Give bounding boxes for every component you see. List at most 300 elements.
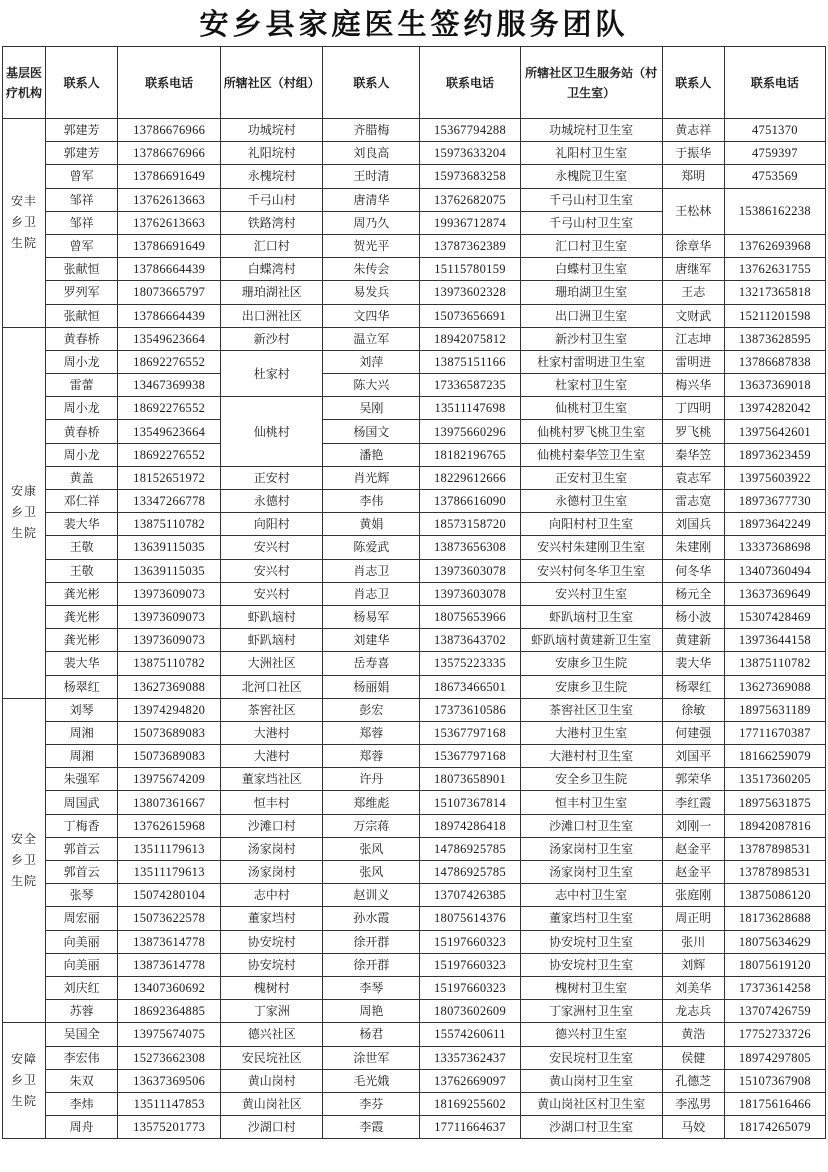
community-phone-cell: 15973633204 xyxy=(420,142,520,165)
community-contact-cell: 陈大兴 xyxy=(323,374,420,397)
community-phone-cell: 18942075812 xyxy=(420,327,520,350)
contact-phone-cell: 13807361667 xyxy=(118,791,221,814)
community-phone-cell: 15574260611 xyxy=(420,1023,520,1046)
community-cell: 北河口社区 xyxy=(221,675,323,698)
header-contact-1: 联系人 xyxy=(46,47,118,119)
community-contact-cell: 李伟 xyxy=(323,490,420,513)
contact-name-cell: 周舟 xyxy=(46,1116,118,1139)
clinic-contact-cell: 江志坤 xyxy=(662,327,724,350)
community-cell: 杜家村 xyxy=(221,350,323,396)
header-contact-3: 联系人 xyxy=(662,47,724,119)
clinic-cell: 永德村卫生室 xyxy=(520,490,662,513)
community-contact-cell: 周乃久 xyxy=(323,211,420,234)
contact-name-cell: 苏蓉 xyxy=(46,1000,118,1023)
contact-phone-cell: 13762613663 xyxy=(118,211,221,234)
contact-phone-cell: 13786676966 xyxy=(118,119,221,142)
contact-name-cell: 刘琴 xyxy=(46,698,118,721)
clinic-cell: 白蝶村卫生室 xyxy=(520,258,662,281)
contact-phone-cell: 18692276552 xyxy=(118,443,221,466)
table-row xyxy=(3,930,826,953)
community-cell: 沙滩口村 xyxy=(221,814,323,837)
contact-name-cell: 裴大华 xyxy=(46,513,118,536)
clinic-phone-cell: 18175616466 xyxy=(724,1092,825,1115)
community-cell: 黄山岗社区 xyxy=(221,1092,323,1115)
community-phone-cell: 13575223335 xyxy=(420,652,520,675)
clinic-cell: 杜家村雷明进卫生室 xyxy=(520,350,662,373)
community-cell: 丁家洲 xyxy=(221,1000,323,1023)
clinic-phone-cell: 18973623459 xyxy=(724,443,825,466)
clinic-cell: 功城垸村卫生室 xyxy=(520,119,662,142)
clinic-contact-cell: 郑明 xyxy=(662,165,724,188)
clinic-cell: 虾趴垴村卫生室 xyxy=(520,605,662,628)
clinic-cell: 新沙村卫生室 xyxy=(520,327,662,350)
clinic-contact-cell: 雷明进 xyxy=(662,350,724,373)
clinic-cell: 协安垸村卫生室 xyxy=(520,930,662,953)
table-row xyxy=(3,1046,826,1069)
community-cell: 大洲社区 xyxy=(221,652,323,675)
contact-phone-cell: 13786691649 xyxy=(118,234,221,257)
contact-name-cell: 王敬 xyxy=(46,536,118,559)
table-row xyxy=(3,397,826,420)
contact-name-cell: 裴大华 xyxy=(46,652,118,675)
clinic-cell: 董家垱村卫生室 xyxy=(520,907,662,930)
community-cell: 铁路湾村 xyxy=(221,211,323,234)
contact-phone-cell: 18073665797 xyxy=(118,281,221,304)
clinic-cell: 黄山岗村卫生室 xyxy=(520,1069,662,1092)
clinic-phone-cell: 18075619120 xyxy=(724,953,825,976)
clinic-phone-cell: 13787898531 xyxy=(724,837,825,860)
clinic-cell: 汇口村卫生室 xyxy=(520,234,662,257)
clinic-phone-cell: 13973644158 xyxy=(724,629,825,652)
community-cell: 仙桃村 xyxy=(221,397,323,467)
community-contact-cell: 贺光平 xyxy=(323,234,420,257)
community-contact-cell: 黄娟 xyxy=(323,513,420,536)
table-row xyxy=(3,466,826,489)
community-phone-cell: 13973603078 xyxy=(420,582,520,605)
clinic-contact-cell: 雷志宽 xyxy=(662,490,724,513)
community-phone-cell: 18073658901 xyxy=(420,768,520,791)
community-cell: 正安村 xyxy=(221,466,323,489)
contact-name-cell: 朱双 xyxy=(46,1069,118,1092)
clinic-contact-cell: 杨翠红 xyxy=(662,675,724,698)
community-phone-cell: 17711664637 xyxy=(420,1116,520,1139)
table-row xyxy=(3,559,826,582)
contact-name-cell: 邹祥 xyxy=(46,211,118,234)
community-phone-cell: 15115780159 xyxy=(420,258,520,281)
clinic-contact-cell: 刘美华 xyxy=(662,976,724,999)
table-row xyxy=(3,350,826,373)
community-phone-cell: 13707426385 xyxy=(420,884,520,907)
clinic-phone-cell: 18974297805 xyxy=(724,1046,825,1069)
community-cell: 安兴村 xyxy=(221,582,323,605)
clinic-contact-cell: 何建强 xyxy=(662,721,724,744)
clinic-contact-cell: 黄建新 xyxy=(662,629,724,652)
contact-name-cell: 张献恒 xyxy=(46,258,118,281)
clinic-cell: 安兴村朱建刚卫生室 xyxy=(520,536,662,559)
table-row xyxy=(3,420,826,443)
header-clinic: 所辖社区卫生服务站（村卫生室） xyxy=(520,47,662,119)
clinic-phone-cell: 13637369649 xyxy=(724,582,825,605)
header-institution: 基层医疗机构 xyxy=(3,47,46,119)
contact-phone-cell: 13875110782 xyxy=(118,513,221,536)
community-contact-cell: 张风 xyxy=(323,837,420,860)
table-row xyxy=(3,791,826,814)
community-contact-cell: 杨丽娟 xyxy=(323,675,420,698)
community-cell: 功城垸村 xyxy=(221,119,323,142)
clinic-phone-cell: 13875110782 xyxy=(724,652,825,675)
community-phone-cell: 13973603078 xyxy=(420,559,520,582)
contact-phone-cell: 15073689083 xyxy=(118,721,221,744)
table-row xyxy=(3,675,826,698)
contact-phone-cell: 13875110782 xyxy=(118,652,221,675)
contact-phone-cell: 18692276552 xyxy=(118,350,221,373)
clinic-contact-cell: 马姣 xyxy=(662,1116,724,1139)
clinic-phone-cell: 13217365818 xyxy=(724,281,825,304)
clinic-cell: 安民垸村卫生室 xyxy=(520,1046,662,1069)
community-phone-cell: 18673466501 xyxy=(420,675,520,698)
community-phone-cell: 14786925785 xyxy=(420,837,520,860)
community-phone-cell: 13357362437 xyxy=(420,1046,520,1069)
contact-phone-cell: 15074280104 xyxy=(118,884,221,907)
contact-phone-cell: 13639115035 xyxy=(118,536,221,559)
contact-phone-cell: 13511179613 xyxy=(118,837,221,860)
community-phone-cell: 13511147698 xyxy=(420,397,520,420)
contact-name-cell: 龚光彬 xyxy=(46,605,118,628)
community-contact-cell: 李琴 xyxy=(323,976,420,999)
community-phone-cell: 18229612666 xyxy=(420,466,520,489)
clinic-contact-cell: 张川 xyxy=(662,930,724,953)
contact-name-cell: 龚光彬 xyxy=(46,582,118,605)
contact-name-cell: 雷蕾 xyxy=(46,374,118,397)
community-contact-cell: 彭宏 xyxy=(323,698,420,721)
table-row xyxy=(3,976,826,999)
clinic-phone-cell: 18942087816 xyxy=(724,814,825,837)
community-cell: 新沙村 xyxy=(221,327,323,350)
contact-name-cell: 向美丽 xyxy=(46,953,118,976)
community-contact-cell: 岳寿喜 xyxy=(323,652,420,675)
community-contact-cell: 杨君 xyxy=(323,1023,420,1046)
community-cell: 茶窖社区 xyxy=(221,698,323,721)
contact-name-cell: 张献恒 xyxy=(46,304,118,327)
clinic-contact-cell: 刘刚一 xyxy=(662,814,724,837)
contact-phone-cell: 13637369506 xyxy=(118,1069,221,1092)
community-contact-cell: 郑维彪 xyxy=(323,791,420,814)
contact-phone-cell: 13786676966 xyxy=(118,142,221,165)
contact-name-cell: 李炜 xyxy=(46,1092,118,1115)
community-cell: 汇口村 xyxy=(221,234,323,257)
clinic-cell: 出口洲卫生室 xyxy=(520,304,662,327)
institution-cell: 安全乡卫生院 xyxy=(3,698,46,1023)
community-phone-cell: 15367794288 xyxy=(420,119,520,142)
clinic-phone-cell: 13517360205 xyxy=(724,768,825,791)
community-phone-cell: 13786616090 xyxy=(420,490,520,513)
table-row xyxy=(3,165,826,188)
clinic-contact-cell: 杨元全 xyxy=(662,582,724,605)
table-row xyxy=(3,652,826,675)
clinic-phone-cell: 17752733726 xyxy=(724,1023,825,1046)
clinic-cell: 沙滩口村卫生室 xyxy=(520,814,662,837)
clinic-cell: 杜家村卫生室 xyxy=(520,374,662,397)
table-row xyxy=(3,907,826,930)
community-cell: 白蝶湾村 xyxy=(221,258,323,281)
clinic-cell: 仙桃村罗飞桃卫生室 xyxy=(520,420,662,443)
clinic-contact-cell: 李泓男 xyxy=(662,1092,724,1115)
community-cell: 向阳村 xyxy=(221,513,323,536)
contact-phone-cell: 13786691649 xyxy=(118,165,221,188)
contact-phone-cell: 13347266778 xyxy=(118,490,221,513)
community-cell: 安民垸社区 xyxy=(221,1046,323,1069)
community-phone-cell: 15973683258 xyxy=(420,165,520,188)
table-row xyxy=(3,443,826,466)
community-phone-cell: 13762682075 xyxy=(420,188,520,211)
community-contact-cell: 唐清华 xyxy=(323,188,420,211)
clinic-phone-cell: 4753569 xyxy=(724,165,825,188)
community-contact-cell: 郑蓉 xyxy=(323,721,420,744)
clinic-contact-cell: 王志 xyxy=(662,281,724,304)
community-contact-cell: 刘萍 xyxy=(323,350,420,373)
clinic-contact-cell: 秦华笠 xyxy=(662,443,724,466)
community-contact-cell: 潘艳 xyxy=(323,443,420,466)
clinic-cell: 茶窖社区卫生室 xyxy=(520,698,662,721)
contact-name-cell: 周小龙 xyxy=(46,443,118,466)
community-phone-cell: 15073656691 xyxy=(420,304,520,327)
clinic-phone-cell: 13762631755 xyxy=(724,258,825,281)
community-phone-cell: 18075614376 xyxy=(420,907,520,930)
table-row xyxy=(3,513,826,536)
community-contact-cell: 吴刚 xyxy=(323,397,420,420)
community-phone-cell: 14786925785 xyxy=(420,861,520,884)
clinic-contact-cell: 黄浩 xyxy=(662,1023,724,1046)
contact-name-cell: 邓仁祥 xyxy=(46,490,118,513)
contact-name-cell: 黄盖 xyxy=(46,466,118,489)
clinic-cell: 安兴村何冬华卫生室 xyxy=(520,559,662,582)
clinic-phone-cell: 13975642601 xyxy=(724,420,825,443)
contact-name-cell: 郭首云 xyxy=(46,837,118,860)
contact-phone-cell: 13575201773 xyxy=(118,1116,221,1139)
institution-cell: 安障乡卫生院 xyxy=(3,1023,46,1139)
community-phone-cell: 15367797168 xyxy=(420,745,520,768)
clinic-phone-cell: 13786687838 xyxy=(724,350,825,373)
header-contact-2: 联系人 xyxy=(323,47,420,119)
clinic-phone-cell: 13337368698 xyxy=(724,536,825,559)
contact-name-cell: 周小龙 xyxy=(46,350,118,373)
clinic-phone-cell: 18166259079 xyxy=(724,745,825,768)
contact-phone-cell: 18692276552 xyxy=(118,397,221,420)
table-row xyxy=(3,721,826,744)
clinic-contact-cell: 孔德芝 xyxy=(662,1069,724,1092)
clinic-cell: 仙桃村卫生室 xyxy=(520,397,662,420)
community-cell: 汤家岗村 xyxy=(221,861,323,884)
contact-phone-cell: 18152651972 xyxy=(118,466,221,489)
community-contact-cell: 许丹 xyxy=(323,768,420,791)
clinic-phone-cell: 13637369018 xyxy=(724,374,825,397)
table-row xyxy=(3,837,826,860)
table-header-row xyxy=(3,47,826,119)
contact-phone-cell: 18692364885 xyxy=(118,1000,221,1023)
community-phone-cell: 15367797168 xyxy=(420,721,520,744)
community-contact-cell: 刘良高 xyxy=(323,142,420,165)
contact-name-cell: 周宏丽 xyxy=(46,907,118,930)
clinic-cell: 千弓山村卫生室 xyxy=(520,188,662,211)
clinic-cell: 协安垸村卫生室 xyxy=(520,953,662,976)
clinic-cell: 黄山岗社区村卫生室 xyxy=(520,1092,662,1115)
clinic-phone-cell: 18973642249 xyxy=(724,513,825,536)
table-row xyxy=(3,1000,826,1023)
clinic-contact-cell: 何冬华 xyxy=(662,559,724,582)
community-contact-cell: 万宗蒋 xyxy=(323,814,420,837)
community-phone-cell: 15197660323 xyxy=(420,930,520,953)
clinic-cell: 安全乡卫生院 xyxy=(520,768,662,791)
community-contact-cell: 郑蓉 xyxy=(323,745,420,768)
clinic-contact-cell: 张庭刚 xyxy=(662,884,724,907)
clinic-cell: 永槐院卫生室 xyxy=(520,165,662,188)
community-phone-cell: 13787362389 xyxy=(420,234,520,257)
community-cell: 珊珀湖社区 xyxy=(221,281,323,304)
table-row xyxy=(3,281,826,304)
table-row xyxy=(3,119,826,142)
clinic-phone-cell: 13707426759 xyxy=(724,1000,825,1023)
contact-phone-cell: 13407360692 xyxy=(118,976,221,999)
contact-name-cell: 丁梅香 xyxy=(46,814,118,837)
community-phone-cell: 15107367814 xyxy=(420,791,520,814)
contact-name-cell: 曾军 xyxy=(46,234,118,257)
clinic-contact-cell: 朱建刚 xyxy=(662,536,724,559)
community-cell: 永德村 xyxy=(221,490,323,513)
community-phone-cell: 18182196765 xyxy=(420,443,520,466)
clinic-phone-cell: 13974282042 xyxy=(724,397,825,420)
contact-phone-cell: 13639115035 xyxy=(118,559,221,582)
clinic-contact-cell: 袁志军 xyxy=(662,466,724,489)
community-cell: 董家垱村 xyxy=(221,907,323,930)
community-contact-cell: 肖光辉 xyxy=(323,466,420,489)
table-row xyxy=(3,861,826,884)
community-phone-cell: 15197660323 xyxy=(420,976,520,999)
clinic-contact-cell: 李红霞 xyxy=(662,791,724,814)
contact-name-cell: 周湘 xyxy=(46,745,118,768)
clinic-phone-cell: 17373614258 xyxy=(724,976,825,999)
contact-name-cell: 黄春桥 xyxy=(46,420,118,443)
table-row xyxy=(3,698,826,721)
table-row xyxy=(3,605,826,628)
clinic-contact-cell: 徐敏 xyxy=(662,698,724,721)
table-row xyxy=(3,953,826,976)
community-phone-cell: 18073602609 xyxy=(420,1000,520,1023)
clinic-cell: 丁家洲村卫生室 xyxy=(520,1000,662,1023)
clinic-contact-cell: 梅兴华 xyxy=(662,374,724,397)
contact-name-cell: 王敬 xyxy=(46,559,118,582)
clinic-cell: 安康乡卫生院 xyxy=(520,675,662,698)
community-cell: 志中村 xyxy=(221,884,323,907)
clinic-cell: 向阳村村卫生室 xyxy=(520,513,662,536)
clinic-contact-cell: 于振华 xyxy=(662,142,724,165)
clinic-phone-cell: 18975631875 xyxy=(724,791,825,814)
contact-name-cell: 朱强军 xyxy=(46,768,118,791)
contact-phone-cell: 13549623664 xyxy=(118,420,221,443)
table-row xyxy=(3,490,826,513)
community-phone-cell: 18573158720 xyxy=(420,513,520,536)
clinic-contact-cell: 赵金平 xyxy=(662,861,724,884)
contact-name-cell: 邹祥 xyxy=(46,188,118,211)
contact-name-cell: 郭建芳 xyxy=(46,119,118,142)
contact-phone-cell: 13974294820 xyxy=(118,698,221,721)
clinic-cell: 大港村村卫生室 xyxy=(520,745,662,768)
community-cell: 协安垸村 xyxy=(221,953,323,976)
table-row xyxy=(3,234,826,257)
community-contact-cell: 刘建华 xyxy=(323,629,420,652)
clinic-phone-cell: 18973677730 xyxy=(724,490,825,513)
clinic-contact-cell: 侯健 xyxy=(662,1046,724,1069)
clinic-contact-cell: 黄志祥 xyxy=(662,119,724,142)
team-table xyxy=(2,46,826,1139)
clinic-cell: 虾趴垴村黄建新卫生室 xyxy=(520,629,662,652)
community-phone-cell: 13875151166 xyxy=(420,350,520,373)
community-contact-cell: 李霞 xyxy=(323,1116,420,1139)
contact-name-cell: 吴国全 xyxy=(46,1023,118,1046)
clinic-contact-cell: 文财武 xyxy=(662,304,724,327)
community-contact-cell: 齐腊梅 xyxy=(323,119,420,142)
community-contact-cell: 赵训义 xyxy=(323,884,420,907)
community-contact-cell: 毛光娥 xyxy=(323,1069,420,1092)
community-phone-cell: 18075653966 xyxy=(420,605,520,628)
clinic-cell: 珊珀湖卫生室 xyxy=(520,281,662,304)
community-cell: 德兴社区 xyxy=(221,1023,323,1046)
institution-cell: 安康乡卫生院 xyxy=(3,327,46,698)
clinic-contact-cell: 刘国平 xyxy=(662,745,724,768)
community-cell: 千弓山村 xyxy=(221,188,323,211)
clinic-contact-cell: 丁四明 xyxy=(662,397,724,420)
community-phone-cell: 17373610586 xyxy=(420,698,520,721)
community-contact-cell: 温立军 xyxy=(323,327,420,350)
community-cell: 虾趴垴村 xyxy=(221,605,323,628)
clinic-cell: 槐树村卫生室 xyxy=(520,976,662,999)
header-phone-2: 联系电话 xyxy=(420,47,520,119)
contact-phone-cell: 13973609073 xyxy=(118,582,221,605)
contact-phone-cell: 13786664439 xyxy=(118,304,221,327)
clinic-phone-cell: 18174265079 xyxy=(724,1116,825,1139)
table-row xyxy=(3,188,826,211)
community-cell: 安兴村 xyxy=(221,536,323,559)
community-phone-cell: 13975660296 xyxy=(420,420,520,443)
table-row xyxy=(3,1092,826,1115)
table-row xyxy=(3,1023,826,1046)
contact-phone-cell: 15073689083 xyxy=(118,745,221,768)
contact-name-cell: 郭首云 xyxy=(46,861,118,884)
clinic-contact-cell: 龙志兵 xyxy=(662,1000,724,1023)
clinic-phone-cell: 4751370 xyxy=(724,119,825,142)
community-contact-cell: 徐开群 xyxy=(323,953,420,976)
clinic-cell: 志中村卫生室 xyxy=(520,884,662,907)
contact-phone-cell: 13467369938 xyxy=(118,374,221,397)
contact-phone-cell: 13973609073 xyxy=(118,629,221,652)
community-cell: 礼阳垸村 xyxy=(221,142,323,165)
clinic-phone-cell: 13975603922 xyxy=(724,466,825,489)
contact-phone-cell: 13627369088 xyxy=(118,675,221,698)
clinic-cell: 安康乡卫生院 xyxy=(520,652,662,675)
clinic-phone-cell: 18173628688 xyxy=(724,907,825,930)
table-row xyxy=(3,142,826,165)
clinic-cell: 恒丰村卫生室 xyxy=(520,791,662,814)
header-community: 所辖社区（村组） xyxy=(221,47,323,119)
community-cell: 大港村 xyxy=(221,721,323,744)
clinic-cell: 沙湖口村卫生室 xyxy=(520,1116,662,1139)
contact-phone-cell: 13973609073 xyxy=(118,605,221,628)
contact-name-cell: 李宏伟 xyxy=(46,1046,118,1069)
clinic-cell: 汤家岗村卫生室 xyxy=(520,861,662,884)
community-phone-cell: 18974286418 xyxy=(420,814,520,837)
table-row xyxy=(3,768,826,791)
contact-name-cell: 向美丽 xyxy=(46,930,118,953)
community-cell: 槐树村 xyxy=(221,976,323,999)
